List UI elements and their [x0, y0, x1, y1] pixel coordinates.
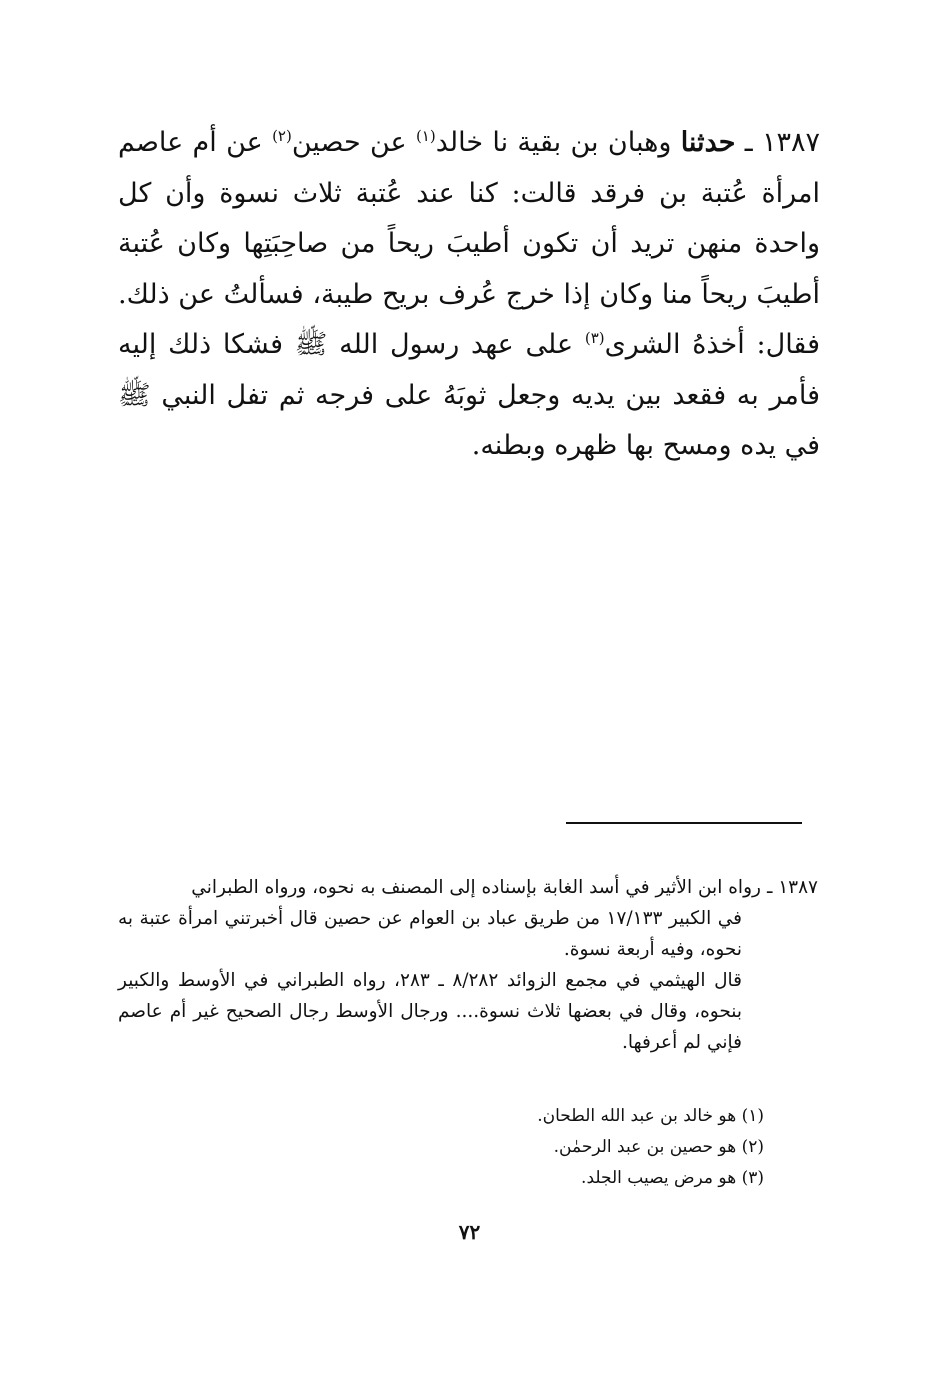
hadith-segment-3: عن أم عاصم امرأة عُتبة بن فرقد قالت: كنا عند عُتبة ثلاث نسوة وأن كل واحدة منهن تريد أن تكون أطيبَ ريحاً من صاحِبَتِها وكان عُتبة أطيبَ ريحاً منا وكان إذا خرج عُرف بريح طيبة، فسألتُ عن ذلك. فقال: أخذهُ الشرى: [118, 127, 820, 360]
footnote-3: (٣) هو مرض يصيب الجلد.: [581, 1168, 764, 1188]
footnote-2: (٢) هو حصين بن عبد الرحمٰن.: [553, 1137, 764, 1157]
footnote-ref-2: (٢): [272, 127, 292, 145]
hadith-text: [118, 118, 820, 472]
takhrij-line-1: رواه ابن الأثير في أسد الغابة بإسناده إلى المصنف به نحوه، ورواه الطبراني: [191, 877, 761, 898]
page-number: ٧٢: [458, 1220, 481, 1244]
footnote-1: (١) هو خالد بن عبد الله الطحان.: [537, 1106, 764, 1126]
hadith-number: ١٣٨٧: [762, 127, 821, 158]
hadith-segment-1: وهبان بن بقية نا خالد: [435, 127, 681, 158]
footnote-ref-3: (٣): [584, 329, 605, 347]
footnotes: [300, 1101, 764, 1194]
takhrij-paragraph-1-rest: في الكبير ١٧/١٣٣ من طريق عباد بن العوام عن حصين قال أخبرتني امرأة عتبة به نحوه، وفيه أربعة نسوة.: [118, 908, 742, 960]
takhrij-paragraph-2: قال الهيثمي في مجمع الزوائد ٨/٢٨٢ ـ ٢٨٣، رواه الطبراني في الأوسط والكبير بنحوه، وقال في بعضها ثلاث نسوة.... ورجال الأوسط رجال الصحيح غير أم عاصم فإني لم أعرفها.: [118, 970, 743, 1053]
hadith-lead-word: حدثنا: [680, 127, 736, 158]
footnote-separator: [566, 822, 802, 824]
takhrij-number: ١٣٨٧ ـ: [766, 877, 818, 898]
hadith-dash: ـ: [735, 127, 762, 158]
takhrij-first-line: [118, 872, 818, 903]
hadith-segment-2: عن حصين: [291, 127, 416, 158]
takhrij-section: [118, 872, 818, 1058]
footnote-ref-1: (١): [415, 127, 436, 145]
hadith-segment-4: على عهد رسول الله ﷺ فشكا ذلك إليه فأمر به فقعد بين يديه وجعل ثوبَهُ على فرجه ثم تفل النبي ﷺ في يده ومسح بها ظهره وبطنه.: [118, 329, 820, 461]
